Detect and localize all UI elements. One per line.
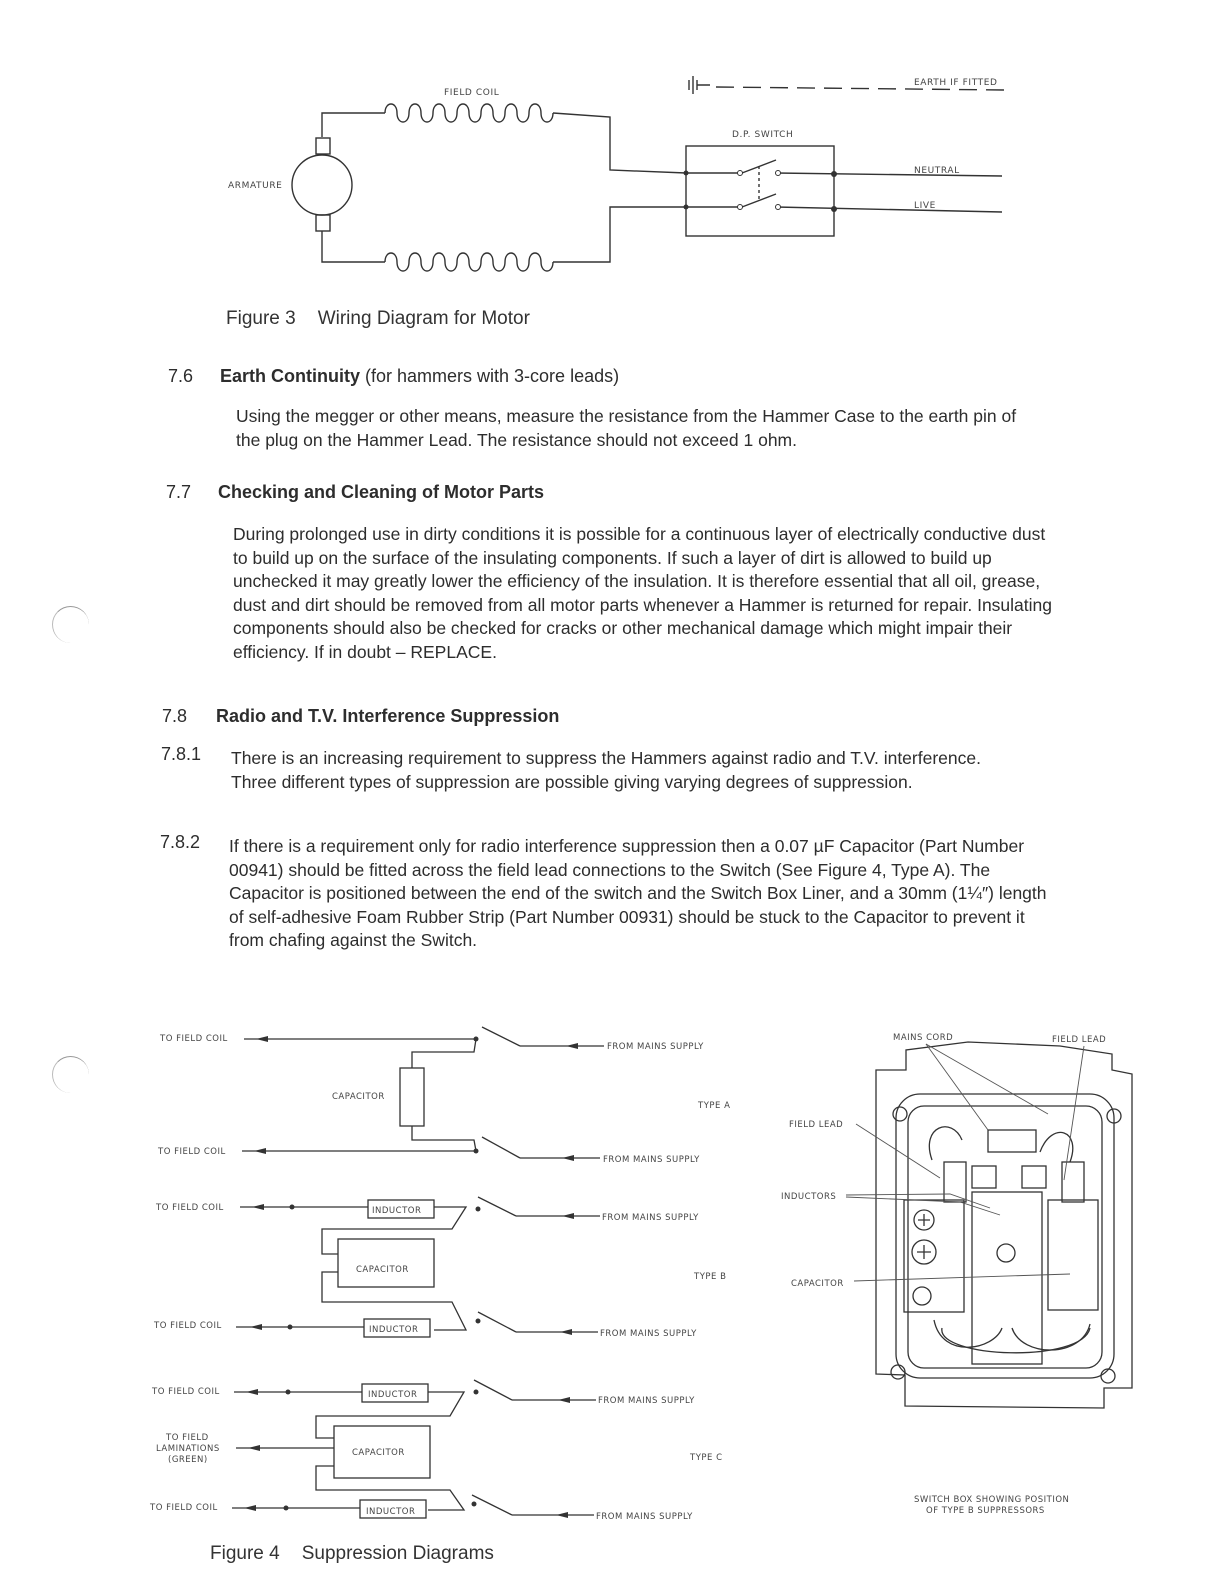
section-7-8-heading <box>162 706 1062 730</box>
label-to-field-coil: TO FIELD COIL <box>156 1203 224 1213</box>
label-type-a: TYPE A <box>698 1101 731 1111</box>
label-to-field-coil: TO FIELD COIL <box>154 1321 222 1331</box>
figure-3-caption-text: Wiring Diagram for Motor <box>317 308 530 329</box>
armature-brush-bottom <box>316 215 330 231</box>
section-7-6-heading <box>168 366 1068 390</box>
label-armature: ARMATURE <box>228 181 283 191</box>
figure-4-suppression-diagrams <box>0 1010 1224 1570</box>
figure-3-caption-number: Figure 3 <box>226 308 296 329</box>
label-from-mains-supply: FROM MAINS SUPPLY <box>600 1329 697 1339</box>
label-inductor: INDUCTOR <box>368 1390 418 1400</box>
punch-hole-mark-upper <box>52 606 89 643</box>
label-earth-if-fitted: EARTH IF FITTED <box>914 78 998 88</box>
label-from-mains-supply: FROM MAINS SUPPLY <box>598 1396 695 1406</box>
section-number: 7.6 <box>168 366 194 386</box>
section-number: 7.8.1 <box>161 744 202 764</box>
label-live: LIVE <box>914 201 936 211</box>
section-number: 7.8.2 <box>160 832 201 852</box>
dp-switch-box <box>686 146 834 236</box>
figure-3-caption <box>226 308 530 330</box>
figure-4-caption-text: Suppression Diagrams <box>301 1543 494 1564</box>
label-capacitor: CAPACITOR <box>791 1279 844 1289</box>
section-7-8-2-body: If there is a requirement only for radio interference suppression then a 0.07 µF Capacitor (Part Number 00941) should be fitted across the field lead connections to the Switch (See Figure 4, Type A). The Capacitor is positioned between the end of the switch and the Switch Box Liner, and a 30mm (1¼″) length of self-adhesive Foam Rubber Strip (Part Number 00931) should be stuck to the Capacitor to prevent it from chafing against the Switch. <box>229 836 1047 950</box>
label-from-mains-supply: FROM MAINS SUPPLY <box>602 1213 699 1223</box>
label-from-mains-supply: FROM MAINS SUPPLY <box>607 1042 704 1052</box>
label-from-mains-supply: FROM MAINS SUPPLY <box>596 1512 693 1522</box>
label-field-lead: FIELD LEAD <box>789 1120 844 1130</box>
switch-blade-2 <box>742 194 776 207</box>
armature-circle <box>292 155 352 215</box>
label-inductors: INDUCTORS <box>781 1192 837 1202</box>
label-type-c: TYPE C <box>690 1453 723 1463</box>
label-mains-cord: MAINS CORD <box>893 1033 954 1043</box>
label-capacitor: CAPACITOR <box>352 1448 405 1458</box>
label-to-field-coil: TO FIELD COIL <box>150 1503 218 1513</box>
section-number: 7.8 <box>162 706 188 726</box>
label-capacitor: CAPACITOR <box>332 1092 385 1102</box>
figure-3-wiring-diagram <box>0 0 1224 340</box>
label-dp-switch: D.P. SWITCH <box>732 130 794 140</box>
section-title: Earth Continuity <box>220 366 360 386</box>
label-to-field-laminations: TO FIELD <box>166 1433 209 1443</box>
label-inductor: INDUCTOR <box>366 1507 416 1517</box>
section-title: Radio and T.V. Interference Suppression <box>216 706 560 726</box>
armature-brush-top <box>316 138 330 154</box>
label-inductor: INDUCTOR <box>372 1206 422 1216</box>
type-a-capacitor <box>400 1068 424 1126</box>
section-title-suffix: (for hammers with 3-core leads) <box>365 366 620 386</box>
label-to-field-coil: TO FIELD COIL <box>152 1387 220 1397</box>
earth-symbol <box>689 76 710 94</box>
label-type-b: TYPE B <box>694 1272 727 1282</box>
label-to-field-laminations: (GREEN) <box>168 1455 208 1465</box>
label-capacitor: CAPACITOR <box>356 1265 409 1275</box>
field-coil-top <box>385 104 553 122</box>
section-7-6-body: Using the megger or other means, measure the resistance from the Hammer Case to the earth pin of the plug on the Hammer Lead. The resistance should not exceed 1 ohm. <box>236 406 1017 450</box>
section-7-7-body: During prolonged use in dirty conditions it is possible for a continuous layer of electrically conductive dust to build up on the surface of the insulating components. If such a layer of dirt is allowed to build up unchecked it may greatly lower the efficiency of the insulation. It is therefore essential that all oil, grease, dust and dirt should be removed from all motor parts whenever a Hammer is returned for repair. Insulating components should also be checked for cracks or other mechanical damage which might impair their efficiency. If in doubt – REPLACE. <box>233 524 1052 662</box>
figure-4-caption-number: Figure 4 <box>210 1543 280 1564</box>
section-title: Checking and Cleaning of Motor Parts <box>218 482 545 502</box>
section-7-7-heading <box>166 482 1066 506</box>
section-7-8-1-body: There is an increasing requirement to suppress the Hammers against radio and T.V. interference. Three different types of suppression are possible giving varying degrees of suppression. <box>231 748 981 792</box>
switch-box-caption: SWITCH BOX SHOWING POSITION <box>914 1495 1070 1505</box>
label-to-field-coil: TO FIELD COIL <box>160 1034 228 1044</box>
label-field-lead: FIELD LEAD <box>1052 1035 1107 1045</box>
figure-4-caption <box>210 1543 494 1565</box>
label-field-coil: FIELD COIL <box>444 88 500 98</box>
type-b-capacitor <box>338 1239 434 1287</box>
label-to-field-coil: TO FIELD COIL <box>158 1147 226 1157</box>
switch-box-drawing <box>876 1042 1132 1408</box>
switch-box-caption: OF TYPE B SUPPRESSORS <box>926 1506 1045 1516</box>
section-number: 7.7 <box>166 482 192 502</box>
label-from-mains-supply: FROM MAINS SUPPLY <box>603 1155 700 1165</box>
label-inductor: INDUCTOR <box>369 1325 419 1335</box>
label-neutral: NEUTRAL <box>914 166 960 176</box>
label-to-field-laminations: LAMINATIONS <box>156 1444 220 1454</box>
field-coil-bottom <box>385 253 553 271</box>
